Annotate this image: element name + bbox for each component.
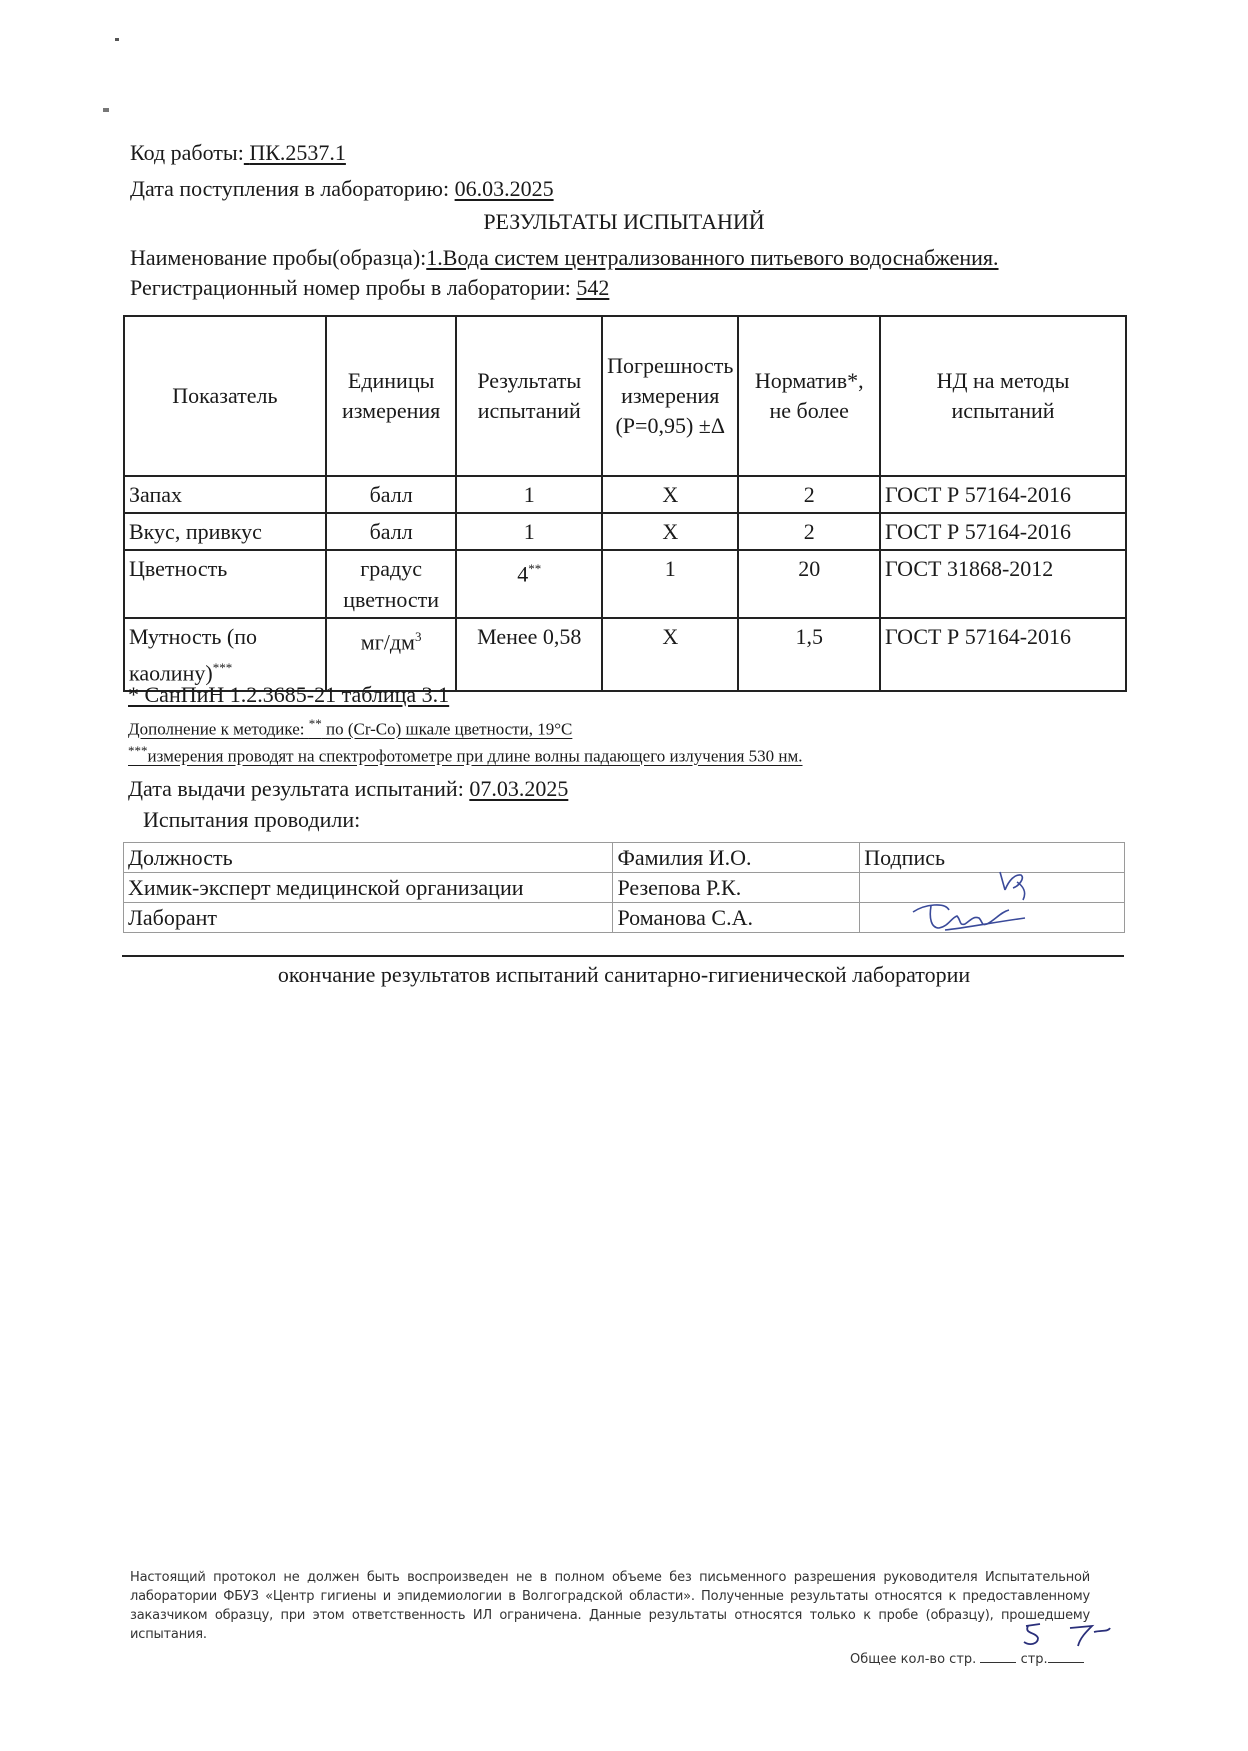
disclaimer: Настоящий протокол не должен быть воспроизведен не в полном объеме без письменного разрешения руководителя Испытательной лаборатории ФБУЗ «Центр гигиены и эпидемиологии в Волгоградской области». Полученные результаты относятся к предоставленному заказчиком образцу, при этом ответственность ИЛ ограничена. Данные результаты относятся только к пробе (образцу), прошедшему испытания. [130, 1570, 1090, 1642]
section-divider [122, 955, 1124, 957]
cell-position: Лаборант [124, 903, 613, 933]
cell-norm: 2 [738, 476, 880, 513]
cell-units: балл [326, 513, 457, 550]
work-code-value: ПК.2537.1 [249, 140, 346, 165]
header-position: Должность [124, 843, 613, 873]
indicator-footnote-mark: *** [212, 660, 233, 675]
reg-number-line [130, 275, 609, 301]
cell-method: ГОСТ Р 57164-2016 [880, 513, 1126, 550]
header-name: Фамилия И.О. [613, 843, 860, 873]
cell-norm: 2 [738, 513, 880, 550]
table-row [124, 476, 1126, 513]
sample-name-line [130, 245, 999, 271]
page-count-pages-label: стр. [1020, 1652, 1048, 1667]
sanpin-note: * СанПиН 1.2.3685-21 таблица 3.1 [128, 682, 450, 707]
cell-error: Х [602, 513, 738, 550]
cell-result: 1 [456, 476, 602, 513]
header-units: Единицы измерения [326, 316, 457, 476]
cell-method: ГОСТ 31868-2012 [880, 550, 1126, 618]
measurement-note: ***измерения проводят на спектрофотометре при длине волны падающего излучения 530 нм. [128, 743, 803, 766]
header-error: Погрешность измерения (Р=0,95) ±Δ [602, 316, 738, 476]
document-title: РЕЗУЛЬТАТЫ ИСПЫТАНИЙ [483, 209, 765, 234]
header-norm: Норматив*, не более [738, 316, 880, 476]
header-signature: Подпись [860, 843, 1125, 873]
end-of-results-text: окончание результатов испытаний санитарно-гигиенической лаборатории [277, 962, 971, 987]
page-count-blank [1048, 1650, 1084, 1663]
result-footnote-mark: ** [528, 561, 542, 576]
cell-indicator: Цветность [124, 550, 326, 618]
header-method: НД на методы испытаний [880, 316, 1126, 476]
table-row [124, 513, 1126, 550]
cell-result: 4** [456, 550, 602, 618]
sample-name-value: 1.Вода систем централизованного питьевого водоснабжения. [426, 245, 999, 270]
header-result: Результаты испытаний [456, 316, 602, 476]
work-code-line [130, 140, 346, 166]
scan-speck [103, 108, 109, 112]
cell-method: ГОСТ Р 57164-2016 [880, 618, 1126, 691]
tested-by-label: Испытания проводили: [143, 807, 361, 832]
cell-method: ГОСТ Р 57164-2016 [880, 476, 1126, 513]
page-count-total-label: Общее кол-во стр. [850, 1652, 977, 1667]
cell-error: 1 [602, 550, 738, 618]
cell-result: 1 [456, 513, 602, 550]
issue-date-value: 07.03.2025 [469, 776, 569, 801]
header-indicator: Показатель [124, 316, 326, 476]
reg-number-value: 542 [576, 275, 610, 300]
cell-indicator: Вкус, привкус [124, 513, 326, 550]
work-code-label: Код работы: [130, 140, 244, 165]
cell-position: Химик-эксперт медицинской организации [124, 873, 613, 903]
cell-units: $мг/дм^3$ [326, 618, 457, 691]
cell-indicator: Мутность (по каолину)*** [124, 618, 326, 691]
cell-name: Резепова Р.К. [613, 873, 860, 903]
method-addition-note: Дополнение к методике: ** по (Cr-Co) шкале цветности, 19°С [128, 716, 573, 739]
cell-units: балл [326, 476, 457, 513]
cell-indicator: Запах [124, 476, 326, 513]
cell-error: Х [602, 476, 738, 513]
receipt-date-label: Дата поступления в лабораторию: [130, 176, 450, 201]
results-table [123, 315, 1127, 692]
receipt-date-line [130, 176, 554, 202]
page-count [850, 1650, 1084, 1667]
sample-name-label: Наименование пробы(образца): [130, 245, 427, 270]
cell-result: Менее 0,58 [456, 618, 602, 691]
scan-speck [115, 38, 119, 41]
handwritten-page-mark [1020, 1618, 1115, 1650]
cell-norm: 1,5 [738, 618, 880, 691]
cell-name: Романова С.А. [613, 903, 860, 933]
issue-date-label: Дата выдачи результата испытаний: [128, 776, 464, 801]
units-exponent: 3 [414, 629, 422, 644]
table-row [124, 618, 1126, 691]
table-row [124, 550, 1126, 618]
cell-norm: 20 [738, 550, 880, 618]
cell-units: градус цветности [326, 550, 457, 618]
handwritten-signatures [905, 860, 1065, 940]
receipt-date-value: 06.03.2025 [454, 176, 554, 201]
page-count-blank [980, 1650, 1016, 1663]
results-header-row [124, 316, 1126, 476]
reg-number-label: Регистрационный номер пробы в лаборатории: [130, 275, 571, 300]
cell-error: Х [602, 618, 738, 691]
issue-date-line [128, 776, 568, 802]
